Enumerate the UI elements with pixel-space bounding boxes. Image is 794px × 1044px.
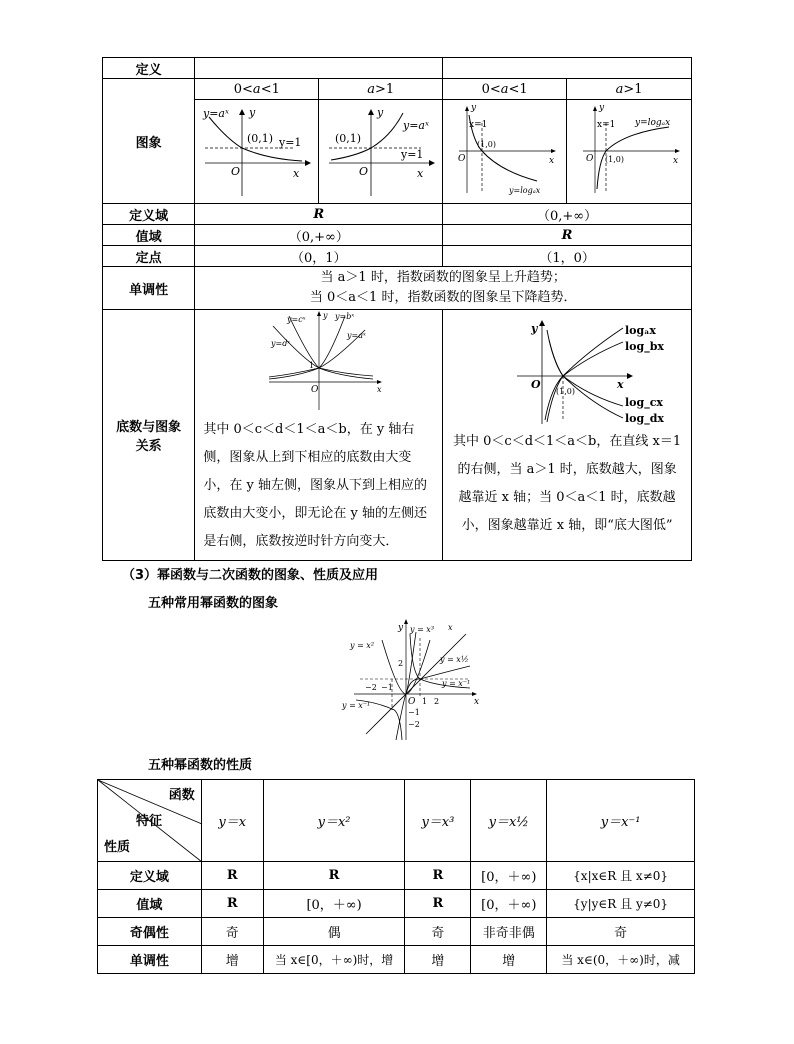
svg-text:(0,1): (0,1) [334,131,361,145]
svg-text:y=1: y=1 [400,147,424,161]
svg-text:x: x [673,155,679,166]
svg-text:y=logₐx: y=logₐx [508,185,540,195]
diagonal-header [98,780,202,862]
row-label-definition: 定义 [103,58,195,79]
svg-text:(1,0): (1,0) [605,154,624,164]
svg-text:x: x [548,155,554,166]
func-header-1: y＝x [201,780,263,862]
svg-text:x: x [474,697,480,707]
svg-text:2: 2 [434,697,440,706]
range-cell-1: R [201,890,263,918]
func-header-4: y＝x½ [471,780,547,862]
svg-text:−1: −1 [408,708,420,717]
svg-text:log_cx: log_cx [625,396,664,409]
log-range: R [443,225,692,246]
svg-text:x: x [292,166,300,180]
mono-cell-3: 增 [405,946,471,974]
sub-header-4: a>1 [567,79,692,100]
svg-text:O: O [230,164,240,178]
row-label-parity: 奇偶性 [98,918,202,946]
svg-text:O: O [358,164,368,178]
graph-log-increasing [567,100,692,204]
svg-text:O: O [457,153,466,164]
svg-text:2: 2 [398,659,404,668]
svg-text:O: O [408,697,416,707]
exp-family-graph [249,310,389,414]
mono-cell-1: 增 [201,946,263,974]
svg-text:O: O [310,385,319,395]
svg-text:y=cˣ: y=cˣ [286,315,306,324]
svg-text:y: y [376,105,383,119]
log-definition-cell [443,58,692,79]
log-family-graph [477,312,665,428]
diag-func: 函数 [168,788,195,803]
svg-text:y: y [599,102,605,113]
graph-log-decreasing [443,100,567,204]
svg-text:x: x [617,378,624,391]
row-label-range: 值域 [103,225,195,246]
svg-text:y: y [398,623,404,633]
svg-text:y = x³: y = x³ [410,625,435,634]
power-graph-heading: 五种常用幂函数的图象 [148,596,279,611]
svg-text:x: x [376,385,382,394]
log-domain: （0,+∞） [443,204,692,225]
exp-range: （0,+∞） [195,225,443,246]
label-curve: y=aˣ [202,106,229,120]
svg-text:x=1: x=1 [597,119,616,130]
svg-text:x: x [416,166,423,180]
svg-text:−2: −2 [365,683,377,692]
section-heading: （3）幂函数与二次函数的图象、性质及应用 [122,568,379,583]
svg-text:(1,0): (1,0) [556,387,576,396]
row-label-domain: 定义域 [103,204,195,225]
svg-text:x: x [448,623,453,632]
svg-text:y: y [531,322,538,335]
domain-cell-3: R [405,862,471,890]
label-point: (0,1) [246,131,273,145]
svg-text:O: O [531,378,541,391]
power-props-heading: 五种幂函数的性质 [148,758,253,773]
svg-text:y: y [248,105,256,119]
parity-cell-1: 奇 [201,918,263,946]
diag-feature: 特征 [136,814,163,829]
sub-header-2: a>1 [319,79,443,100]
svg-text:O: O [586,153,594,164]
range-cell-5: {y|y∈R 且 y≠0} [547,890,695,918]
domain-cell-1: R [201,862,263,890]
row-label-monotonic: 单调性 [103,267,195,310]
svg-text:(1,0): (1,0) [476,139,496,149]
domain-cell-4: [0，＋∞) [471,862,547,890]
power-properties-table [97,779,695,974]
monotonic-line-1: 当 a＞1 时，指数函数的图象呈上升趋势； [320,270,566,285]
exp-fixed-point: （0，1） [195,246,443,267]
parity-cell-4: 非奇非偶 [471,918,547,946]
row-label-range: 值域 [98,890,202,918]
mono-cell-5: 当 x∈(0，＋∞)时，减 [547,946,695,974]
parity-cell-5: 奇 [547,918,695,946]
svg-text:y=dˣ: y=dˣ [270,339,290,348]
svg-text:y = x½: y = x½ [440,655,469,664]
log-fixed-point: （1，0） [443,246,692,267]
svg-text:log_dx: log_dx [625,412,665,425]
label-line: y=1 [278,135,302,149]
row-label-graph: 图象 [103,79,195,204]
monotonic-line-2: 当 0＜a＜1 时，指数函数的图象呈下降趋势． [309,290,577,305]
svg-text:y=bˣ: y=bˣ [334,312,354,321]
svg-text:−2: −2 [408,720,420,729]
sub-header-3: 0<a<1 [443,79,567,100]
svg-text:logₐx: logₐx [625,324,656,337]
range-cell-3: R [405,890,471,918]
svg-text:x=1: x=1 [468,119,487,130]
graph-exp-increasing [319,100,443,204]
svg-text:y=aˣ: y=aˣ [402,118,429,132]
domain-cell-5: {x|x∈R 且 x≠0} [547,862,695,890]
func-header-3: y＝x³ [405,780,471,862]
range-cell-2: [0，＋∞) [263,890,405,918]
svg-text:1: 1 [422,697,428,706]
row-label-domain: 定义域 [98,862,202,890]
mono-cell-2: 当 x∈[0，＋∞)时，增 [263,946,405,974]
log-relation-cell [443,310,692,561]
domain-cell-2: R [263,862,405,890]
svg-text:log_bx: log_bx [625,340,665,353]
row-label-base-relation: 底数与图象关系 [103,310,195,561]
sub-header-1: 0<a<1 [195,79,319,100]
parity-cell-3: 奇 [405,918,471,946]
svg-text:−1: −1 [381,683,393,692]
exp-definition-cell [195,58,443,79]
graph-exp-decreasing [195,100,319,204]
func-header-5: y＝x⁻¹ [547,780,695,862]
parity-cell-2: 偶 [263,918,405,946]
svg-text:y=aˣ: y=aˣ [346,331,366,340]
svg-text:y=logₐx: y=logₐx [635,117,671,128]
svg-text:y: y [470,102,476,113]
svg-text:y: y [322,311,328,320]
svg-text:1: 1 [308,361,314,370]
monotonic-cell [195,267,692,310]
exp-log-table [102,57,692,561]
mono-cell-4: 增 [471,946,547,974]
range-cell-4: [0，＋∞) [471,890,547,918]
diag-prop: 性质 [104,840,131,855]
exp-domain: R [195,204,443,225]
svg-text:y = x⁻¹: y = x⁻¹ [342,701,371,710]
exp-relation-text: 其中 0＜c＜d＜1＜a＜b，在 y 轴右侧，图象从上到下相应的底数由大变小，在 y 轴左侧，图象从下到上相应的底数由大变小，即无论在 y 轴的左侧还是右侧，底数按逆时针方向变大． [203,422,427,549]
power-functions-graph [336,618,482,744]
exp-relation-cell [195,310,443,561]
svg-text:y = x⁻¹: y = x⁻¹ [442,679,471,688]
svg-text:y = x²: y = x² [350,641,375,650]
func-header-2: y＝x² [263,780,405,862]
row-label-fixed-point: 定点 [103,246,195,267]
row-label-monotonic: 单调性 [98,946,202,974]
log-relation-text: 其中 0＜c＜d＜1＜a＜b，在直线 x＝1 的右侧，当 a＞1 时，底数越大，图象越靠近 x 轴；当 0＜a＜1 时，底数越小，图象越靠近 x 轴，即“底大图低” [453,434,682,533]
